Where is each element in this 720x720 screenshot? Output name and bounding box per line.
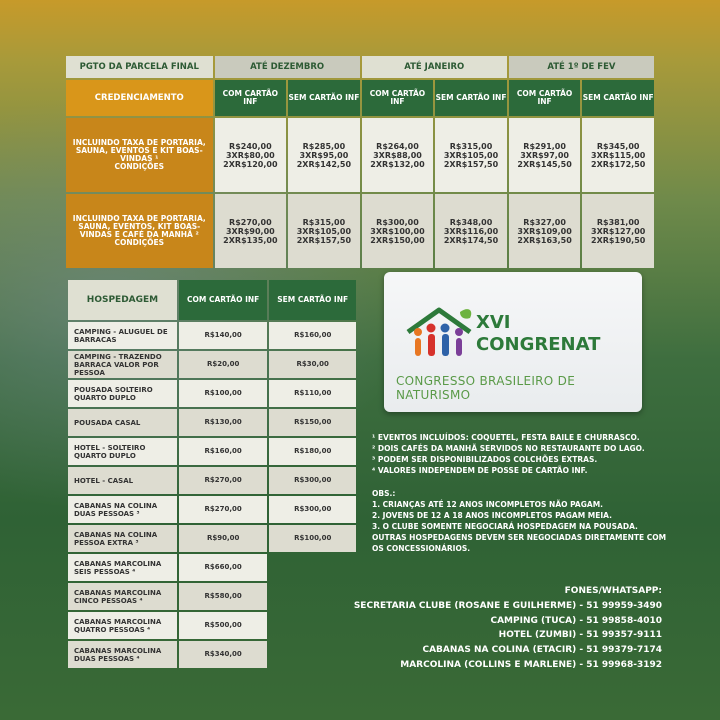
table-row [68,380,356,407]
installments: 3XR$100,00 2XR$150,00 [370,226,425,245]
contact-line: CAMPING (TUCA) - 51 99858-4010 [490,615,662,626]
logo-edition: XVI [476,312,511,333]
contacts-title: FONES/WHATSAPP: [564,586,662,596]
installments: 3XR$90,00 2XR$135,00 [223,226,278,245]
price: R$240,00 [229,141,272,151]
period-january: ATÉ JANEIRO [362,56,507,78]
price-sem: R$160,00 [269,322,356,349]
credenciamento-label: CREDENCIAMENTO [66,80,213,116]
installments: 3XR$105,00 2XR$157,50 [443,150,499,169]
table-row [68,409,356,436]
footnote: ² DOIS CAFÉS DA MANHÃ SERVIDOS NO RESTAURANTE DO LAGO. [372,444,645,453]
notes [372,432,672,554]
conditions-label: CONDIÇÕES [114,162,165,171]
congrenat-logo [384,272,642,412]
obs-title: OBS.: [372,489,396,498]
table-row [68,496,356,523]
price: R$348,00 [449,217,493,227]
pricing-row [66,194,654,268]
period-february: ATÉ 1º DE FEV [509,56,654,78]
price-sem: R$300,00 [269,467,356,494]
col-sem-cartao: SEM CARTÃO INF [288,80,360,116]
price-com: R$140,00 [179,322,268,349]
pricing-table [64,54,656,270]
table-row [68,438,356,465]
price-sem: R$150,00 [269,409,356,436]
lodging-label: CABANAS MARCOLINA DUAS PESSOAS ⁴ [68,641,177,668]
price-com: R$90,00 [179,525,268,552]
price: R$381,00 [596,217,640,227]
price-com: R$270,00 [179,496,268,523]
price-com: R$100,00 [179,380,268,407]
pricing-row [66,118,654,192]
col-com-cartao: COM CARTÃO INF [215,80,287,116]
lodging-label: CABANAS MARCOLINA CINCO PESSOAS ⁴ [68,583,177,610]
price-com: R$130,00 [179,409,268,436]
lodging-label: CABANAS MARCOLINA SEIS PESSOAS ⁴ [68,554,177,581]
installments: 3XR$88,00 2XR$132,00 [370,150,425,169]
installments: 3XR$116,00 2XR$174,50 [443,226,499,245]
installments: 3XR$105,00 2XR$157,50 [296,226,352,245]
price-sem: R$30,00 [269,351,356,378]
installments: 3XR$127,00 2XR$190,50 [591,226,646,245]
contact-line: MARCOLINA (COLLINS E MARLENE) - 51 99968-3192 [400,659,662,670]
logo-name: CONGRENAT [476,334,601,355]
contact-line: CABANAS NA COLINA (ETACIR) - 51 99379-7174 [422,645,662,656]
price-sem: R$110,00 [269,380,356,407]
price: R$285,00 [302,141,346,151]
table-row [68,554,356,581]
conditions-label: CONDIÇÕES [114,238,165,247]
price-com: R$580,00 [179,583,268,610]
col-com-cartao: COM CARTÃO INF [362,80,434,116]
footnote: ³ PODEM SER DISPONIBILIZADOS COLCHÕES EXTRAS. [372,455,598,464]
row-label: INCLUINDO TAXA DE PORTARIA, SAUNA, EVENTOS E KIT BOAS-VINDAS ¹ [72,138,206,163]
footnote: ¹ EVENTOS INCLUÍDOS: COQUETEL, FESTA BAILE E CHURRASCO. [372,433,640,442]
obs-item: 1. CRIANÇAS ATÉ 12 ANOS INCOMPLETOS NÃO PAGAM. [372,500,604,509]
price-sem: R$180,00 [269,438,356,465]
footnote: ⁴ VALORES INDEPENDEM DE POSSE DE CARTÃO INF. [372,466,588,475]
table-row [68,583,356,610]
lodging-label: CABANAS NA COLINA PESSOA EXTRA ³ [68,525,177,552]
people-house-icon [404,302,474,372]
col-sem-cartao: SEM CARTÃO INF [435,80,507,116]
installments: 3XR$80,00 2XR$120,00 [223,150,278,169]
installments: 3XR$97,00 2XR$145,50 [517,150,572,169]
table-row [68,322,356,349]
table-row [68,351,356,378]
price: R$315,00 [449,141,493,151]
installments: 3XR$109,00 2XR$163,50 [517,226,572,245]
price-com: R$500,00 [179,612,268,639]
price-sem: R$300,00 [269,496,356,523]
price: R$315,00 [302,217,346,227]
contact-line: HOTEL (ZUMBI) - 51 99357-9111 [498,630,662,641]
table-row [68,612,356,639]
lodging-label: POUSADA CASAL [68,409,177,436]
price-com: R$20,00 [179,351,268,378]
logo-subtitle: CONGRESSO BRASILEIRO DE NATURISMO [396,374,576,402]
price: R$327,00 [523,217,566,227]
obs-item: 3. O CLUBE SOMENTE NEGOCIARÁ HOSPEDAGEM NA POUSADA. OUTRAS HOSPEDAGENS DEVEM SER NEGOCIADAS DIRETAMENTE COM OS CONCESSIONÁRIOS. [372,522,667,553]
price-com: R$160,00 [179,438,268,465]
lodging-label: CAMPING - ALUGUEL DE BARRACAS [68,322,177,349]
row-label: INCLUINDO TAXA DE PORTARIA, SAUNA, EVENTOS, KIT BOAS-VINDAS E CAFÉ DA MANHÃ ² [72,214,206,239]
col-com-cartao: COM CARTÃO INF [509,80,581,116]
installments: 3XR$115,00 2XR$172,50 [591,150,646,169]
lodging-label: HOTEL - SOLTEIRO QUARTO DUPLO [68,438,177,465]
price: R$264,00 [376,141,419,151]
col-com-cartao: COM CARTÃO INF [179,280,268,320]
price: R$291,00 [523,141,566,151]
lodging-label: CAMPING - TRAZENDO BARRACA VALOR POR PESSOA [68,351,177,378]
price-com: R$660,00 [179,554,268,581]
price: R$300,00 [376,217,419,227]
lodging-label: HOTEL - CASAL [68,467,177,494]
price: R$345,00 [596,141,640,151]
table-row [68,525,356,552]
obs-item: 2. JOVENS DE 12 A 18 ANOS INCOMPLETOS PAGAM MEIA. [372,511,612,520]
price-com: R$270,00 [179,467,268,494]
lodging-title: HOSPEDAGEM [68,280,177,320]
payment-header: PGTO DA PARCELA FINAL [66,56,213,78]
price-com: R$340,00 [179,641,268,668]
installments: 3XR$95,00 2XR$142,50 [296,150,352,169]
lodging-table [66,278,358,670]
col-sem-cartao: SEM CARTÃO INF [582,80,654,116]
lodging-label: POUSADA SOLTEIRO QUARTO DUPLO [68,380,177,407]
contact-line: SECRETARIA CLUBE (ROSANE E GUILHERME) - 51 99959-3490 [353,600,662,611]
table-row [68,641,356,668]
col-sem-cartao: SEM CARTÃO INF [269,280,356,320]
table-row [68,467,356,494]
lodging-label: CABANAS MARCOLINA QUATRO PESSOAS ⁴ [68,612,177,639]
lodging-label: CABANAS NA COLINA DUAS PESSOAS ³ [68,496,177,523]
price: R$270,00 [229,217,272,227]
contacts [354,584,662,673]
price-sem: R$100,00 [269,525,356,552]
period-december: ATÉ DEZEMBRO [215,56,360,78]
